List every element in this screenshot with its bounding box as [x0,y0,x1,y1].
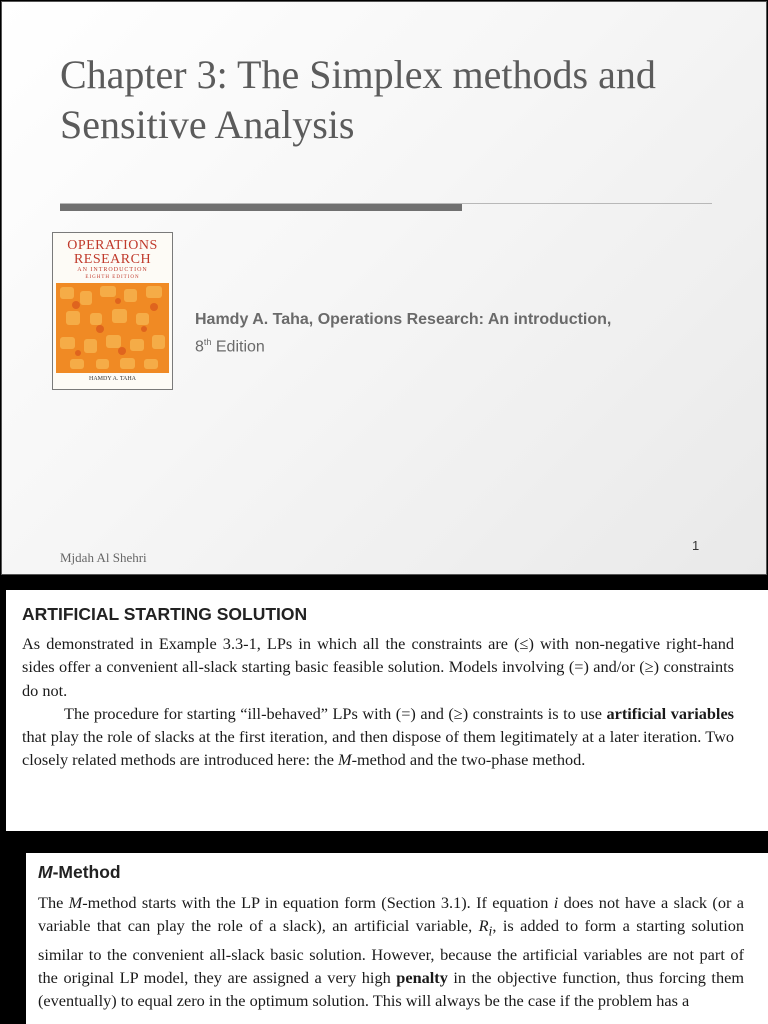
paragraph-m-method: The M-method starts with the LP in equation form (Section 3.1). If equation i does not have a slack (or a variable that can play the role of a slack), an artificial variable, $R_i$, is added to form a starting solution similar to the convenient all-slack basic solution. However, because the artificial variables are not part of the original LP model, they are assigned a very high penalty in the objective function, thus forcing them (eventually) to equal zero in the optimum solution. This will always be the case if the problem has a [38,893,744,1011]
book-cover-image [52,232,173,390]
paragraph-1: As demonstrated in Example 3.3-1, LPs in which all the constraints are (≤) with non-negative right-hand sides offer a convenient all-slack starting basic feasible solution. Models involving (=) and/or (≥) constraints do not. [22,634,734,700]
reference-edition-suffix: th [203,337,212,347]
reference-edition-number: 8 [195,338,204,356]
book-cover-pattern [56,283,169,373]
footer-author: Mjdah Al Shehri [60,550,147,565]
reference-text: Hamdy A. Taha, Operations Research: An introduction, [195,311,612,328]
book-cover-author: HAMDY A. TAHA [88,376,137,382]
reference-edition-word: Edition [211,338,265,356]
term-penalty: penalty [396,968,448,988]
slide [1,1,767,575]
book-cover-title: OPERATIONS RESEARCH [67,238,158,267]
term-artificial-variables: artificial variables [606,703,735,723]
excerpt-body [38,891,744,1013]
paragraph-2: The procedure for starting “ill-behaved” LPs with (=) and (≥) constraints is to use artificial variables that play the role of slacks at the first iteration, and then dispose of them legitimately at a later iteration. Two closely related methods are introduced here: the M-method and the two-phase method. [22,703,735,770]
book-cover-edition: EIGHTH EDITION [85,275,140,280]
subsection-heading: M-Method [38,862,121,882]
title-divider-accent [60,204,462,211]
excerpt-body [22,632,734,772]
slide-title: Chapter 3: The Simplex methods and Sensitive Analysis [60,52,656,147]
textbook-excerpt-artificial-start [6,590,768,831]
book-cover-subtitle: AN INTRODUCTION [77,267,148,273]
textbook-excerpt-m-method [26,853,768,1024]
book-reference [195,309,735,358]
book-cover-art [56,283,169,373]
section-heading: ARTIFICIAL STARTING SOLUTION [22,604,308,624]
slide-number: 1 [692,538,700,553]
